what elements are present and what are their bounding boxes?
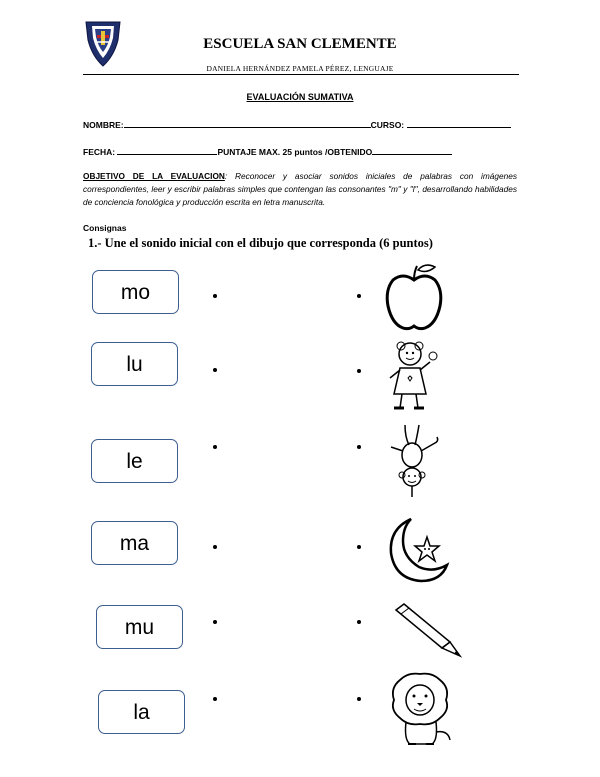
syllable-box-lu[interactable]: lu xyxy=(91,342,178,386)
apple-icon xyxy=(383,262,445,332)
question-1: 1.- Une el sonido inicial con el dibujo que corresponda (6 puntos) xyxy=(88,236,433,250)
doll-icon xyxy=(388,338,444,416)
left-dot[interactable] xyxy=(213,368,217,372)
right-dot[interactable] xyxy=(357,445,361,449)
score-field[interactable] xyxy=(372,145,452,155)
objective-label: OBJETIVO DE LA EVALUACION xyxy=(83,171,225,181)
syllable-box-le[interactable]: le xyxy=(91,439,178,483)
score-label: PUNTAJE MAX. 25 puntos /OBTENIDO xyxy=(217,147,373,157)
syllable-box-la[interactable]: la xyxy=(98,690,185,734)
exam-title: EVALUACIÓN SUMATIVA xyxy=(246,92,354,102)
syllable-box-mu[interactable]: mu xyxy=(96,605,183,649)
moon-icon xyxy=(385,515,451,587)
left-dot[interactable] xyxy=(213,620,217,624)
right-dot[interactable] xyxy=(357,545,361,549)
right-dot[interactable] xyxy=(357,369,361,373)
right-dot[interactable] xyxy=(357,620,361,624)
name-course-row xyxy=(83,118,511,130)
syllable-box-ma[interactable]: ma xyxy=(91,521,178,565)
right-dot[interactable] xyxy=(357,294,361,298)
date-field[interactable] xyxy=(117,145,217,155)
monkey-icon xyxy=(385,423,441,503)
left-dot[interactable] xyxy=(213,545,217,549)
left-dot[interactable] xyxy=(213,294,217,298)
syllable-box-mo[interactable]: mo xyxy=(92,270,179,314)
date-score-row xyxy=(83,145,452,157)
left-dot[interactable] xyxy=(213,697,217,701)
objective-paragraph xyxy=(83,170,517,209)
name-label: NOMBRE: xyxy=(83,120,124,130)
left-dot[interactable] xyxy=(213,445,217,449)
right-dot[interactable] xyxy=(357,697,361,701)
instructions-heading: Consignas xyxy=(83,223,127,233)
pencil-icon xyxy=(390,602,464,660)
objective-text: : Reconocer y asociar sonidos iniciales de palabras con imágenes correspondientes, leer y escribir palabras simples que contengan las consonantes "m" y "l", desarrollando habilidades de conciencia fonológica y producción escrita en letra manuscrita. xyxy=(83,171,517,207)
header-divider xyxy=(83,74,519,75)
name-field[interactable] xyxy=(124,118,371,128)
header-subtitle: DANIELA HERNÁNDEZ PAMELA PÉREZ, LENGUAJE xyxy=(206,64,394,73)
date-label: FECHA: xyxy=(83,147,116,157)
course-label: CURSO: xyxy=(370,120,405,130)
lion-icon xyxy=(386,670,456,748)
school-name: ESCUELA SAN CLEMENTE xyxy=(203,36,397,52)
course-field[interactable] xyxy=(407,118,511,128)
